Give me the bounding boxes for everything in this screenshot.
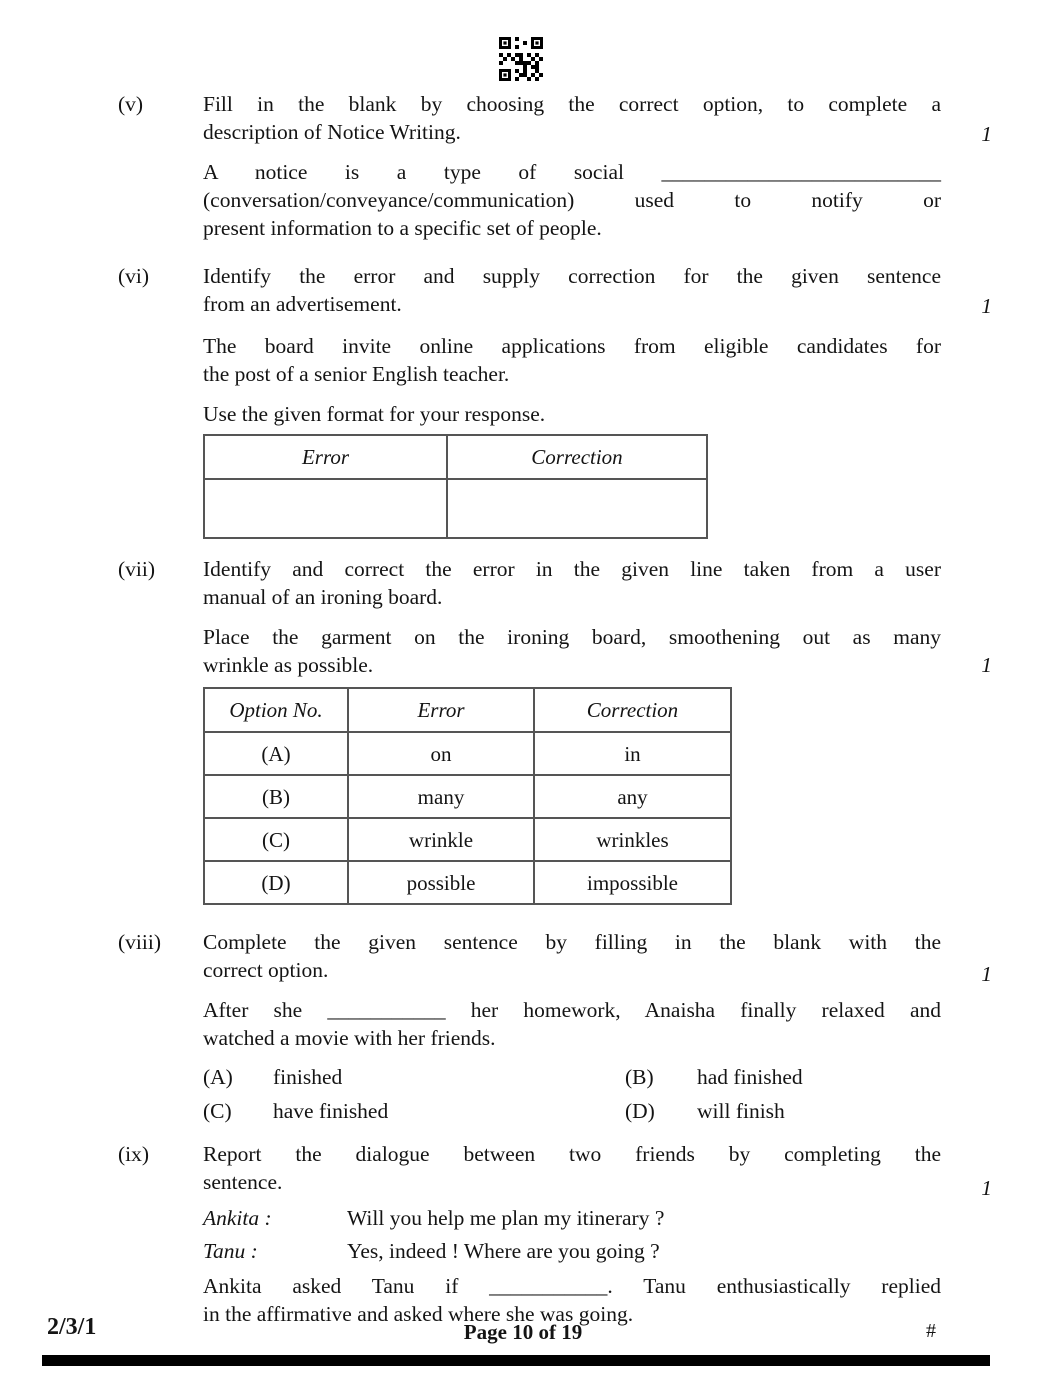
ankita-line: Will you help me plan my itinerary ?: [347, 1206, 665, 1230]
question-vii-marks: 1: [981, 653, 992, 677]
options-table: [203, 687, 732, 905]
question-v: [118, 90, 996, 242]
table-row-a: [204, 732, 731, 775]
question-v-marks: 1: [981, 122, 992, 146]
error-correction-table: [203, 434, 708, 539]
question-ix: [118, 1140, 996, 1328]
option-a-error: on: [348, 732, 534, 775]
option-b-text: had finished: [697, 1065, 803, 1089]
column-header-error: Error: [348, 688, 534, 732]
option-c-error: wrinkle: [348, 818, 534, 861]
table-header-row: [204, 435, 707, 479]
question-v-body: [203, 90, 941, 242]
option-c-label: (C): [204, 818, 348, 861]
question-ix-prompt: Report the dialogue between two friends by completing the sentence.: [203, 1142, 941, 1194]
question-viii-prompt: Complete the given sentence by filling in the blank with the correct option.: [203, 930, 941, 982]
question-vii: [118, 555, 996, 905]
column-header-error: Error: [204, 435, 447, 479]
question-vi-body: [203, 262, 941, 539]
table-row-d: [204, 861, 731, 904]
option-a-label: (A): [204, 732, 348, 775]
tanu-line: Yes, indeed ! Where are you going ?: [347, 1239, 660, 1263]
question-vi-note: Use the given format for your response.: [203, 402, 546, 426]
option-a-text: finished: [273, 1065, 343, 1089]
speaker-ankita: Ankita :: [203, 1206, 272, 1230]
question-viii-marks: 1: [981, 962, 992, 986]
question-viii-number: (viii): [118, 930, 161, 954]
table-row: [204, 479, 707, 538]
question-v-number: (v): [118, 92, 144, 116]
option-d-text: will finish: [697, 1099, 785, 1123]
option-a-correction: in: [534, 732, 731, 775]
option-d-correction: impossible: [534, 861, 731, 904]
option-b-correction: any: [534, 775, 731, 818]
question-vi-number: (vi): [118, 264, 150, 288]
mcq-options: [203, 1060, 941, 1128]
question-vi-marks: 1: [981, 294, 992, 318]
question-v-passage: A notice is a type of social __________________________ (conversation/conveyance/communication) used to notify or present information to a specific set of people.: [203, 160, 941, 240]
questions-content: [118, 90, 996, 1328]
qr-code-icon: [499, 36, 543, 82]
corner-mark: #: [926, 1320, 936, 1342]
paper-code: 2/3/1: [47, 1314, 97, 1340]
question-vii-number: (vii): [118, 557, 156, 581]
footer-rule: [42, 1355, 990, 1366]
question-vii-prompt: Identify and correct the error in the given line taken from a user manual of an ironing board.: [203, 557, 941, 609]
option-b-error: many: [348, 775, 534, 818]
table-header-row: [204, 688, 731, 732]
option-c-text: have finished: [273, 1099, 389, 1123]
table-row-c: [204, 818, 731, 861]
option-d-label: (D): [204, 861, 348, 904]
error-cell-blank: [204, 479, 447, 538]
question-vi-passage: The board invite online applications from eligible candidates for the post of a senior English teacher.: [203, 334, 941, 386]
column-header-correction: Correction: [534, 688, 731, 732]
option-c-label: (C): [203, 1099, 232, 1123]
option-b-label: (B): [204, 775, 348, 818]
question-viii-passage: After she ___________ her homework, Anaisha finally relaxed and watched a movie with her friends.: [203, 998, 941, 1050]
question-vii-body: [203, 555, 941, 905]
option-b-label: (B): [625, 1065, 654, 1089]
question-viii: [118, 928, 996, 1128]
question-ix-body: [203, 1140, 941, 1328]
question-v-prompt: Fill in the blank by choosing the correct option, to complete a description of Notice Writing.: [203, 92, 941, 144]
question-vi: [118, 262, 996, 539]
option-d-error: possible: [348, 861, 534, 904]
dialogue: [203, 1202, 941, 1268]
question-ix-marks: 1: [981, 1176, 992, 1200]
speaker-tanu: Tanu :: [203, 1239, 258, 1263]
question-vii-passage: Place the garment on the ironing board, smoothening out as many wrinkle as possible.: [203, 625, 941, 677]
question-vi-prompt: Identify the error and supply correction for the given sentence from an advertisement.: [203, 264, 941, 316]
option-c-correction: wrinkles: [534, 818, 731, 861]
page-number: Page 10 of 19: [463, 1320, 583, 1344]
table-row-b: [204, 775, 731, 818]
column-header-correction: Correction: [447, 435, 707, 479]
column-header-option-no: Option No.: [204, 688, 348, 732]
question-viii-body: [203, 928, 941, 1128]
question-ix-passage: Ankita asked Tanu if ___________. Tanu enthusiastically replied in the affirmative and asked where she was going.: [203, 1274, 941, 1326]
question-ix-number: (ix): [118, 1142, 150, 1166]
correction-cell-blank: [447, 479, 707, 538]
option-a-label: (A): [203, 1065, 233, 1089]
option-d-label: (D): [625, 1099, 655, 1123]
